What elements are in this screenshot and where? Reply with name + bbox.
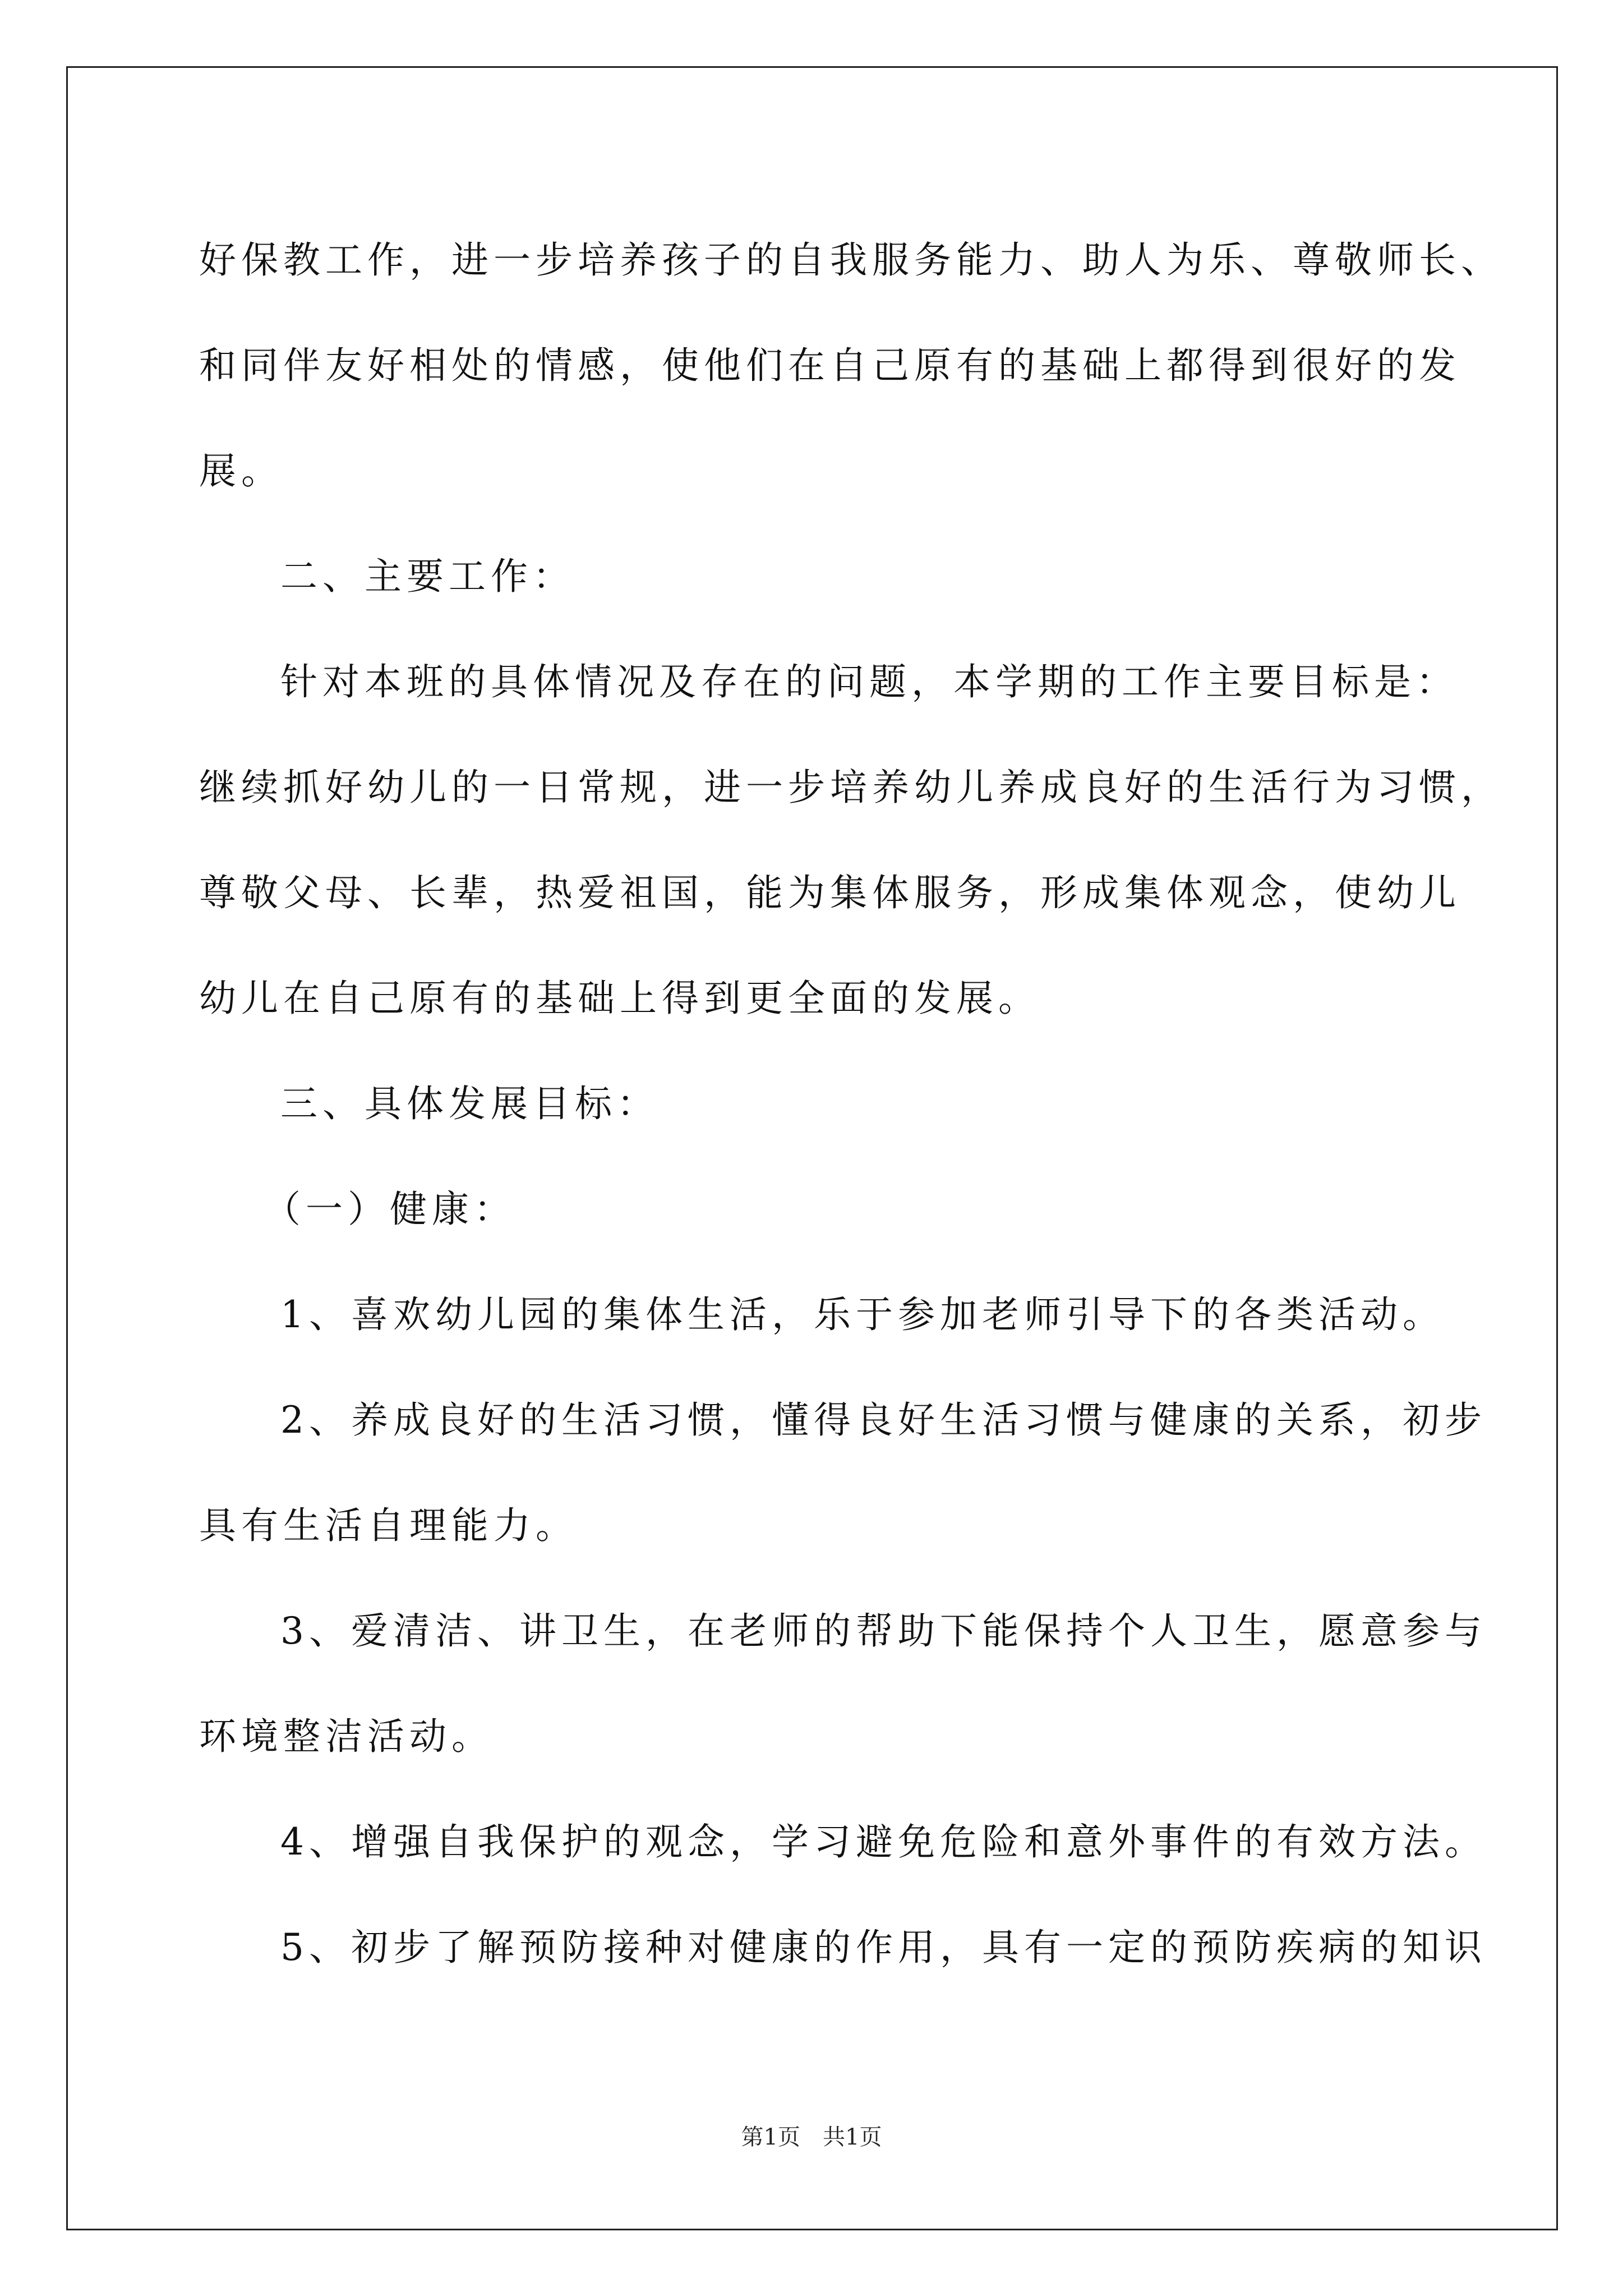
section-heading: 三、具体发展目标： [280, 1082, 659, 1125]
text-line: 和同伴友好相处的情感，使他们在自己原有的基础上都得到很好的发 [199, 344, 1461, 387]
text-line: 展。 [199, 449, 283, 493]
list-item: 1、喜欢幼儿园的集体生活，乐于参加老师引导下的各类活动。 [280, 1293, 1445, 1336]
text-line: 环境整洁活动。 [199, 1715, 494, 1758]
list-item: 2、养成良好的生活习惯，懂得良好生活习惯与健康的关系，初步 [280, 1398, 1487, 1442]
section-heading: 二、主要工作： [280, 555, 575, 598]
text-line: 具有生活自理能力。 [199, 1504, 578, 1547]
text-line: 幼儿在自己原有的基础上得到更全面的发展。 [199, 977, 1040, 1020]
subsection-heading: （一）健康： [264, 1188, 516, 1231]
text-line: 好保教工作，进一步培养孩子的自我服务能力、助人为乐、尊敬师长、 [199, 238, 1503, 282]
page-number: 第1页 共1页 [741, 2124, 882, 2150]
text-line: 继续抓好幼儿的一日常规，进一步培养幼儿养成良好的生活行为习惯， [199, 766, 1503, 809]
text-line: 针对本班的具体情况及存在的问题，本学期的工作主要目标是： [280, 660, 1458, 703]
document-body [199, 208, 1503, 2000]
list-item: 4、增强自我保护的观念，学习避免危险和意外事件的有效方法。 [280, 1820, 1487, 1864]
list-item: 3、爱清洁、讲卫生，在老师的帮助下能保持个人卫生，愿意参与 [280, 1609, 1487, 1653]
list-item: 5、初步了解预防接种对健康的作用，具有一定的预防疾病的知识 [280, 1926, 1487, 1969]
text-line: 尊敬父母、长辈，热爱祖国，能为集体服务，形成集体观念，使幼儿 [199, 871, 1461, 914]
